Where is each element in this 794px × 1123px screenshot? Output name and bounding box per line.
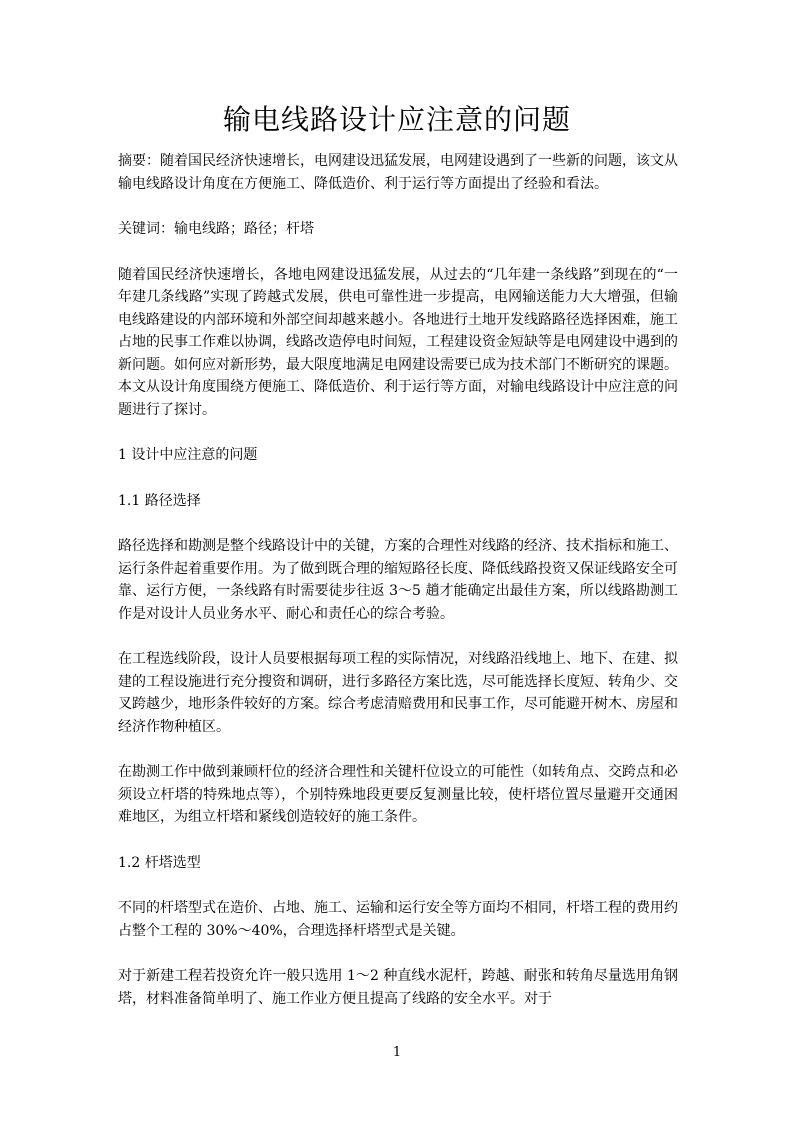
section-1-1-paragraph-2: 在工程选线阶段，设计人员要根据每项工程的实际情况，对线路沿线地上、地下、在建、拟建的工程设施进行充分搜资和调研，进行多路径方案比选，尽可能选择长度短、转角少、交叉跨越少，地形条件较好的方案。综合考虑清赔费用和民事工作，尽可能避开树木、房屋和经济作物种植区。 xyxy=(118,651,678,735)
page-number: 1 xyxy=(392,1045,402,1060)
section-1-2-paragraph-1: 不同的杆塔型式在造价、占地、施工、运输和运行安全等方面均不相同，杆塔工程的费用约占整个工程的 30%～40%，合理选择杆塔型式是关键。 xyxy=(118,900,678,939)
section-1-1-paragraph-3: 在勘测工作中做到兼顾杆位的经济合理性和关键杆位设立的可能性（如转角点、交跨点和必须设立杆塔的特殊地点等），个别特殊地段更要反复测量比较，使杆塔位置尽量避开交通困难地区，为组立杆塔和紧线创造较好的施工条件。 xyxy=(118,764,678,825)
document-title: 输电线路设计应注意的问题 xyxy=(222,103,571,136)
document-body xyxy=(118,150,678,1033)
abstract-paragraph: 摘要：随着国民经济快速增长，电网建设迅猛发展，电网建设遇到了一些新的问题，该文从输电线路设计角度在方便施工、降低造价、利于运行等方面提出了经验和看法。 xyxy=(118,153,678,192)
section-1-heading: 1 设计中应注意的问题 xyxy=(118,447,258,463)
section-1-2-heading: 1.2 杆塔选型 xyxy=(118,854,201,871)
intro-paragraph: 随着国民经济快速增长，各地电网建设迅猛发展，从过去的“几年建一条线路”到现在的“一年建几条线路”实现了跨越式发展，供电可靠性进一步提高，电网输送能力大大增强，但输电线路建设的内部环境和外部空间却越来越小。各地进行土地开发线路路径选择困难，施工占地的民事工作难以协调，线路改造停电时间短，工程建设资金短缺等是电网建设中遇到的新问题。如何应对新形势，最大限度地满足电网建设需要已成为技术部门不断研究的课题。本文从设计角度围绕方便施工、降低造价、利于运行等方面，对输电线路设计中应注意的问题进行了探讨。 xyxy=(118,266,678,418)
section-1-1-heading: 1.1 路径选择 xyxy=(118,492,201,509)
section-1-1-paragraph-1: 路径选择和勘测是整个线路设计中的关键，方案的合理性对线路的经济、技术指标和施工、运行条件起着重要作用。为了做到既合理的缩短路径长度、降低线路投资又保证线路安全可靠、运行方便，一条线路有时需要徒步往返 3～5 趟才能确定出最佳方案，所以线路勘测工作是对设计人员业务水平、耐心和责任心的综合考验。 xyxy=(118,538,678,622)
keywords-line: 关键词：输电线路；路径；杆塔 xyxy=(118,221,314,237)
section-1-2-paragraph-2: 对于新建工程若投资允许一般只选用 1～2 种直线水泥杆，跨越、耐张和转角尽量选用角钢塔，材料准备简单明了、施工作业方便且提高了线路的安全水平。对于 xyxy=(118,968,678,1007)
